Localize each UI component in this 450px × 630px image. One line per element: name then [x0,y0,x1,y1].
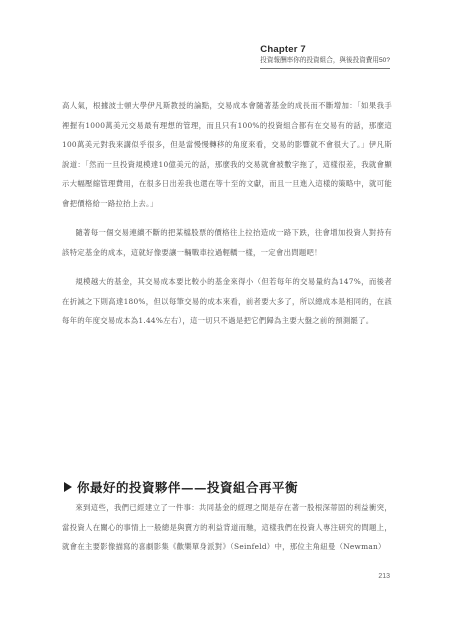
body-text [62,96,392,341]
paragraph-1: 高人氣，根據波士頓大學伊凡斯教授的論點，交易成本會隨著基金的成長而不斷增加：「如果我手裡握有1000萬美元交易最有理想的管理，而且只有100%的投資組合都有在交易有的話，那麼這100萬美元對我來講似乎很多，但是當慢慢轉移的角度來看，交易的影響就不會很大了。」伊凡斯說道：「然而一旦投資規模達10億美元的話，那麼我的交易就會被數字拖了，這樣很差，我就會顯示大幅壓縮管理費用，在很多日出差我也還在等十至的文獻，而且一旦進入這樣的策略中，就可能會把價格給一路拉抬上去。」 [62,101,392,208]
chapter-subtitle: 投資報酬率你的投資組合，與後投資費用50? [260,56,390,69]
running-header [260,44,390,69]
page-number: 213 [378,573,390,580]
body-text-after-heading [62,498,392,567]
section-heading [64,478,298,496]
paragraph-3: 規模越大的基金，其交易成本要比較小的基金來得小（但若每年的交易量約為147%，而後者在折減之下則高達180%，但以每筆交易的成本來看，前者要大多了，所以總成本是相同的，在該每年的年度交易成本為1.44%左右），這一切只不過是把它們歸為主要大盤之前的預測罷了。 [62,277,392,325]
section-heading-text: 你最好的投資夥伴——投資組合再平衡 [77,480,299,495]
triangle-bullet-icon [64,482,72,492]
paragraph-2: 隨著每一個交易連續不斷的把某檔股票的價格往上拉抬造成一路下跌，往會增加投資人對持有該特定基金的成本，這就好像要讓一輛戰車拉過輕轎一樣，一定會出問題吧！ [62,228,392,257]
chapter-label: Chapter 7 [260,44,306,55]
paragraph-4: 來到這些，我們已經建立了一件事：共同基金的經理之間是存在著一股根深蒂固的利益衝突，當投資人在關心的事情上一般總是與賣方的利益背道而馳，這樣我們在投資人專注研究的問題上，就會在主要影像描寫的喜劇影集《歡樂單身派對》（Seinfeld）中，那位主角紐曼（Newman） [62,503,392,551]
